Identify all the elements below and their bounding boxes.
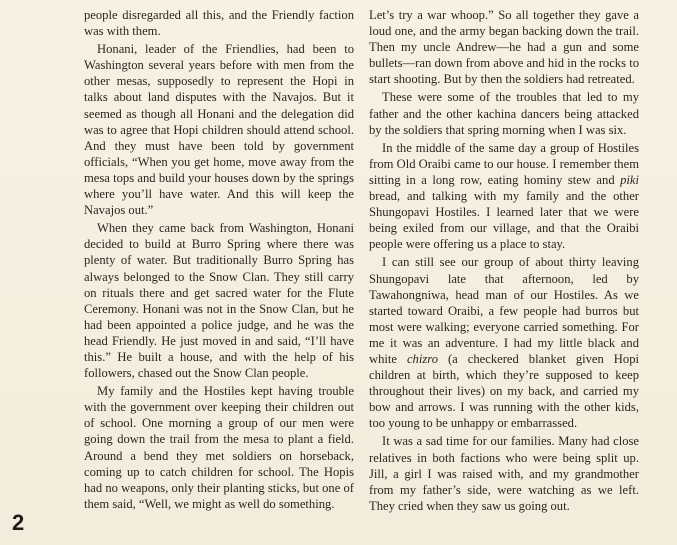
text-span: (a checkered blanket given Hopi children at birth, which they’re supposed to keep throughout their lives) on my back, and carried my bow and arrows. I was running with the other kids, too young to be unhappy or embarrassed. bbox=[369, 351, 639, 431]
paragraph: My family and the Hostiles kept having trouble with the government over keeping their children out of school. One morning a group of our men were going down the trail from the mesa to plant a field. Around a bend they met soldiers on horseback, coming up to catch children for school. The Hopis had no weapons, only their planting sticks, but one of them said, “Well, we might as well do something. bbox=[84, 384, 354, 511]
paragraph: Honani, leader of the Friendlies, had been to Washington several years before with men from the other mesas, supposedly to represent the Hopi in talks about land disputes with the Navajos. But it seemed as though all Honani and the delegation did was to agree that Hopi children should attend school. And they must have been told by government officials, “When you get home, move away from the mesa tops and build your houses down by the springs where you’ll have water. And this will keep the Navajos out.” bbox=[84, 42, 354, 218]
text-span: In the middle of the same day a group of Hostiles from Old Oraibi came to our house. I remember them sitting in a long row, eating hominy stew and bbox=[369, 140, 639, 187]
paragraph bbox=[369, 254, 639, 431]
left-text-column bbox=[84, 7, 354, 512]
paragraph bbox=[369, 140, 639, 253]
paragraph: When they came back from Washington, Honani decided to build at Burro Spring where there was plenty of water. But traditionally Burro Spring has always belonged to the Snow Clan. They still carry on rituals there and get sacred water for the Flute Ceremony. Honani was not in the Snow Clan, but he had been appointed a police judge, and he was the head Friendly. He just moved in and said, “I’ll have this.” He built a house, and with the help of his followers, chased out the Snow Clan people. bbox=[84, 221, 354, 381]
paragraph: Let’s try a war whoop.” So all together they gave a loud one, and the army began backing down the trail. Then my uncle Andrew—he had a gun and some bullets—ran down from above and hid in the rocks to start shooting. But by then the soldiers had retreated. bbox=[369, 8, 639, 87]
text-span: I can still see our group of about thirty leaving Shungopavi late that afternoon, led by Tawahongniwa, head man of our Hostiles. As we started toward Oraibi, a few people had burros but most were walking; everyone carried something. For me it was an adventure. I had my little black and white bbox=[369, 255, 639, 366]
italic-term: piki bbox=[620, 172, 639, 187]
italic-term: chizro bbox=[406, 351, 438, 366]
text-span: bread, and talking with my family and the other Shungopavi Hostiles. I learned later that we were being exiled from our village, and that the Oraibi people were offering us a place to stay. bbox=[369, 189, 639, 252]
right-text-column bbox=[369, 7, 639, 514]
paragraph: It was a sad time for our families. Many had close relatives in both factions who were being split up. Jill, a girl I was raised with, and my grandmother from my father’s side, were watching as we left. They cried when they saw us going out. bbox=[369, 434, 639, 513]
paragraph: These were some of the troubles that led to my father and the other kachina dancers being attacked by the soldiers that spring morning when I was six. bbox=[369, 90, 639, 137]
page-number: 2 bbox=[12, 510, 25, 535]
paragraph: people disregarded all this, and the Friendly faction was with them. bbox=[84, 8, 354, 39]
